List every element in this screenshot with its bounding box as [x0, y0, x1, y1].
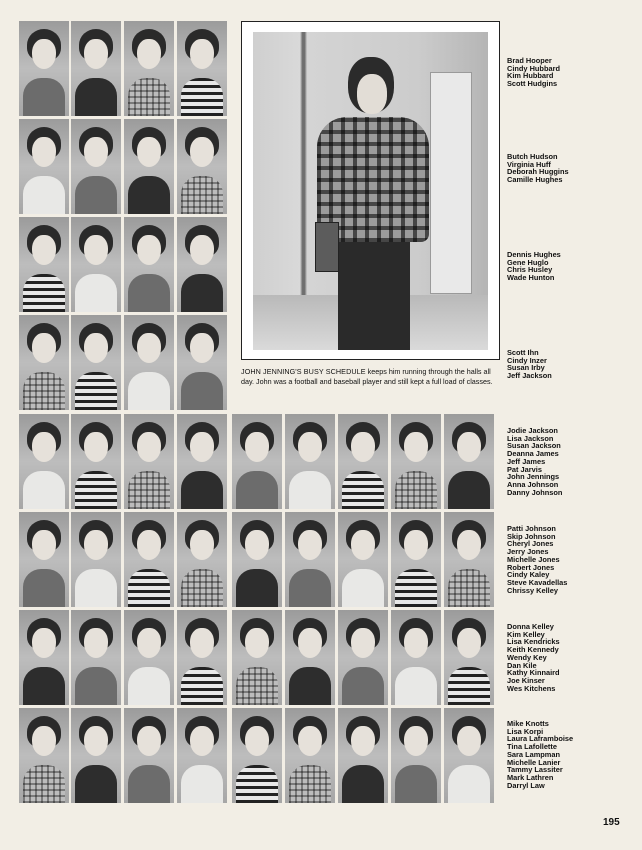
- portrait-shirt: [75, 78, 117, 116]
- portrait-shirt: [128, 765, 170, 803]
- portrait-face: [32, 333, 56, 363]
- student-portrait: [232, 414, 282, 509]
- name-entry: Patti Johnson: [507, 524, 556, 533]
- student-portrait: [71, 708, 121, 803]
- name-entry: Robert Jones: [507, 562, 555, 572]
- portrait-shirt: [23, 765, 65, 803]
- name-entry: Skip Johnson: [507, 531, 556, 541]
- portrait-shirt: [289, 765, 331, 803]
- portrait-shirt: [128, 78, 170, 116]
- student-portrait: [177, 21, 227, 116]
- portrait-face: [404, 628, 428, 658]
- name-entry: Susan Irby: [507, 363, 545, 373]
- portrait-shirt: [23, 274, 65, 312]
- student-portrait: [177, 414, 227, 509]
- portrait-face: [137, 726, 161, 756]
- name-entry: Scott Hudgins: [507, 79, 558, 89]
- name-entry: Tammy Lassiter: [507, 765, 563, 775]
- portrait-face: [32, 432, 56, 462]
- name-entry: Cindy Kaley: [507, 570, 550, 580]
- student-portrait: [71, 512, 121, 607]
- student-portrait: [444, 708, 494, 803]
- name-entry: Tina Lafollette: [507, 742, 557, 752]
- student-portrait: [391, 512, 441, 607]
- student-portrait: [19, 119, 69, 214]
- student-portrait: [391, 414, 441, 509]
- name-list-row-2: [507, 153, 627, 184]
- student-portrait: [391, 610, 441, 705]
- student-portrait: [444, 414, 494, 509]
- name-entry: Dennis Hughes: [507, 250, 561, 259]
- portrait-shirt: [289, 667, 331, 705]
- feature-caption: [241, 367, 500, 387]
- name-list-row-1: [507, 57, 627, 88]
- portrait-shirt: [236, 765, 278, 803]
- portrait-shirt: [181, 372, 223, 410]
- portrait-face: [32, 137, 56, 167]
- student-portrait: [19, 512, 69, 607]
- portrait-shirt: [128, 372, 170, 410]
- portrait-shirt: [23, 78, 65, 116]
- name-entry: Keith Kennedy: [507, 645, 559, 655]
- student-portrait: [19, 315, 69, 410]
- portrait-face: [137, 333, 161, 363]
- portrait-face: [190, 726, 214, 756]
- portrait-shirt: [236, 569, 278, 607]
- portrait-face: [84, 137, 108, 167]
- name-entry: Donna Kelley: [507, 622, 554, 631]
- caption-text: keeps him running through the halls all day. John was a football and baseball player and still kept a full load of classes.: [241, 367, 493, 386]
- student-portrait: [19, 610, 69, 705]
- name-entry: Jerry Jones: [507, 547, 549, 557]
- portrait-shirt: [395, 667, 437, 705]
- portrait-shirt: [289, 569, 331, 607]
- name-entry: Chris Husley: [507, 265, 553, 275]
- portrait-face: [32, 628, 56, 658]
- portrait-face: [32, 726, 56, 756]
- name-entry: Jeff Jackson: [507, 371, 552, 381]
- name-entry: Cheryl Jones: [507, 539, 554, 549]
- portrait-shirt: [75, 471, 117, 509]
- portrait-face: [84, 726, 108, 756]
- portrait-face: [32, 39, 56, 69]
- name-entry: Cindy Inzer: [507, 355, 547, 365]
- portrait-shirt: [181, 569, 223, 607]
- portrait-shirt: [448, 471, 490, 509]
- portrait-shirt: [23, 471, 65, 509]
- name-entry: Deanna James: [507, 449, 559, 459]
- student-portrait: [124, 512, 174, 607]
- portrait-face: [245, 530, 269, 560]
- name-entry: Wes Kitchens: [507, 683, 556, 693]
- student-portrait: [338, 708, 388, 803]
- portrait-shirt: [75, 176, 117, 214]
- name-entry: Dan Kile: [507, 660, 537, 670]
- name-entry: Chrissy Kelley: [507, 585, 558, 595]
- portrait-shirt: [342, 569, 384, 607]
- portrait-shirt: [395, 765, 437, 803]
- name-entry: Virginia Huff: [507, 159, 551, 169]
- portrait-face: [84, 333, 108, 363]
- student-portrait: [338, 610, 388, 705]
- portrait-face: [84, 628, 108, 658]
- feature-photo: [253, 32, 488, 350]
- student-portrait: [177, 119, 227, 214]
- portrait-shirt: [448, 569, 490, 607]
- student-portrait: [19, 21, 69, 116]
- student-portrait: [177, 512, 227, 607]
- portrait-face: [457, 726, 481, 756]
- student-portrait: [232, 708, 282, 803]
- student-portrait: [285, 708, 335, 803]
- caption-lead: JOHN JENNING'S BUSY SCHEDULE: [241, 367, 366, 376]
- student-portrait: [124, 217, 174, 312]
- name-entry: Jeff James: [507, 456, 546, 466]
- student-portrait: [444, 610, 494, 705]
- portrait-shirt: [448, 667, 490, 705]
- portrait-face: [245, 628, 269, 658]
- portrait-face: [137, 432, 161, 462]
- books-in-hand: [315, 222, 339, 272]
- portrait-shirt: [342, 471, 384, 509]
- name-entry: Susan Jackson: [507, 441, 561, 451]
- name-entry: Sara Lampman: [507, 749, 560, 759]
- portrait-shirt: [395, 569, 437, 607]
- portrait-shirt: [395, 471, 437, 509]
- name-entry: Laura Laframboise: [507, 734, 574, 744]
- portrait-face: [298, 432, 322, 462]
- student-portrait: [177, 708, 227, 803]
- portrait-face: [457, 628, 481, 658]
- portrait-shirt: [289, 471, 331, 509]
- portrait-shirt: [181, 78, 223, 116]
- portrait-face: [457, 432, 481, 462]
- name-entry: Brad Hooper: [507, 56, 552, 65]
- student-portrait: [71, 119, 121, 214]
- portrait-face: [190, 235, 214, 265]
- name-entry: John Jennings: [507, 472, 560, 482]
- name-entry: Pat Jarvis: [507, 464, 542, 474]
- student-portrait: [285, 414, 335, 509]
- name-entry: Wade Hunton: [507, 273, 555, 283]
- portrait-face: [190, 39, 214, 69]
- portrait-face: [190, 628, 214, 658]
- student-portrait: [177, 315, 227, 410]
- portrait-face: [84, 235, 108, 265]
- name-entry: Steve Kavadellas: [507, 577, 568, 587]
- name-list-row-3: [507, 251, 627, 282]
- portrait-face: [84, 39, 108, 69]
- name-entry: Lisa Jackson: [507, 433, 554, 443]
- portrait-shirt: [128, 667, 170, 705]
- name-list-row-8: [507, 720, 627, 789]
- portrait-face: [137, 530, 161, 560]
- portrait-shirt: [75, 569, 117, 607]
- student-portrait: [71, 21, 121, 116]
- portrait-shirt: [128, 176, 170, 214]
- portrait-shirt: [181, 765, 223, 803]
- portrait-face: [84, 530, 108, 560]
- portrait-face: [298, 726, 322, 756]
- name-entry: Lisa Kendricks: [507, 637, 560, 647]
- name-list-row-4: [507, 349, 627, 380]
- student-portrait: [232, 610, 282, 705]
- portrait-shirt: [75, 274, 117, 312]
- student-portrait: [19, 708, 69, 803]
- student-portrait: [285, 512, 335, 607]
- portrait-face: [137, 39, 161, 69]
- portrait-face: [351, 726, 375, 756]
- name-list-row-7: [507, 623, 627, 692]
- portrait-face: [137, 628, 161, 658]
- portrait-face: [137, 137, 161, 167]
- portrait-face: [190, 530, 214, 560]
- name-entry: Mike Knotts: [507, 719, 549, 728]
- student-portrait: [71, 315, 121, 410]
- hallway-door: [430, 72, 472, 294]
- page-number: 195: [603, 817, 620, 828]
- student-portrait: [71, 610, 121, 705]
- portrait-shirt: [75, 765, 117, 803]
- name-entry: Jodie Jackson: [507, 426, 558, 435]
- portrait-face: [298, 530, 322, 560]
- student-portrait: [124, 414, 174, 509]
- portrait-shirt: [128, 471, 170, 509]
- student-portrait: [71, 414, 121, 509]
- student-portrait: [19, 217, 69, 312]
- student-portrait: [124, 610, 174, 705]
- name-entry: Kathy Kinnaird: [507, 668, 560, 678]
- student-portrait: [285, 610, 335, 705]
- portrait-face: [298, 628, 322, 658]
- name-entry: Danny Johnson: [507, 487, 563, 497]
- student-portrait: [124, 708, 174, 803]
- portrait-shirt: [181, 667, 223, 705]
- student-portrait: [71, 217, 121, 312]
- portrait-face: [351, 628, 375, 658]
- portrait-face: [137, 235, 161, 265]
- name-entry: Kim Hubbard: [507, 71, 554, 81]
- portrait-face: [32, 530, 56, 560]
- student-portrait: [391, 708, 441, 803]
- portrait-face: [245, 726, 269, 756]
- portrait-shirt: [23, 667, 65, 705]
- name-list-row-5: [507, 427, 627, 496]
- portrait-face: [32, 235, 56, 265]
- portrait-shirt: [128, 569, 170, 607]
- portrait-shirt: [181, 471, 223, 509]
- name-entry: Cindy Hubbard: [507, 63, 560, 73]
- name-entry: Wendy Key: [507, 652, 547, 662]
- portrait-shirt: [181, 274, 223, 312]
- portrait-shirt: [342, 667, 384, 705]
- portrait-face: [190, 137, 214, 167]
- name-entry: Scott Ihn: [507, 348, 539, 357]
- portrait-shirt: [23, 372, 65, 410]
- portrait-shirt: [236, 667, 278, 705]
- student-portrait: [124, 21, 174, 116]
- portrait-face: [351, 432, 375, 462]
- name-entry: Lisa Korpi: [507, 726, 544, 736]
- student-portrait: [177, 610, 227, 705]
- portrait-face: [404, 432, 428, 462]
- portrait-face: [245, 432, 269, 462]
- portrait-shirt: [342, 765, 384, 803]
- student-portrait: [124, 119, 174, 214]
- student-portrait: [232, 512, 282, 607]
- student-portrait: [338, 512, 388, 607]
- name-entry: Mark Lathren: [507, 772, 554, 782]
- portrait-shirt: [236, 471, 278, 509]
- name-entry: Gene Huglo: [507, 257, 549, 267]
- name-entry: Michelle Lanier: [507, 757, 561, 767]
- student-portrait: [338, 414, 388, 509]
- student-portrait: [124, 315, 174, 410]
- name-entry: Michelle Jones: [507, 554, 560, 564]
- portrait-shirt: [128, 274, 170, 312]
- student-portrait: [177, 217, 227, 312]
- portrait-face: [457, 530, 481, 560]
- portrait-shirt: [23, 176, 65, 214]
- name-entry: Camille Hughes: [507, 175, 563, 185]
- portrait-face: [351, 530, 375, 560]
- portrait-face: [84, 432, 108, 462]
- name-entry: Deborah Huggins: [507, 167, 569, 177]
- portrait-face: [404, 726, 428, 756]
- portrait-shirt: [75, 372, 117, 410]
- portrait-shirt: [23, 569, 65, 607]
- student-legs: [338, 237, 410, 350]
- portrait-shirt: [181, 176, 223, 214]
- portrait-shirt: [448, 765, 490, 803]
- student-portrait: [444, 512, 494, 607]
- portrait-face: [404, 530, 428, 560]
- name-entry: Butch Hudson: [507, 152, 558, 161]
- name-entry: Darryl Law: [507, 780, 545, 790]
- portrait-shirt: [75, 667, 117, 705]
- portrait-face: [190, 432, 214, 462]
- student-portrait: [19, 414, 69, 509]
- name-list-row-6: [507, 525, 627, 594]
- name-entry: Joe Kinser: [507, 675, 545, 685]
- name-entry: Kim Kelley: [507, 629, 545, 639]
- portrait-face: [190, 333, 214, 363]
- student-face: [357, 74, 387, 114]
- feature-photo-frame: [241, 21, 500, 360]
- name-entry: Anna Johnson: [507, 479, 559, 489]
